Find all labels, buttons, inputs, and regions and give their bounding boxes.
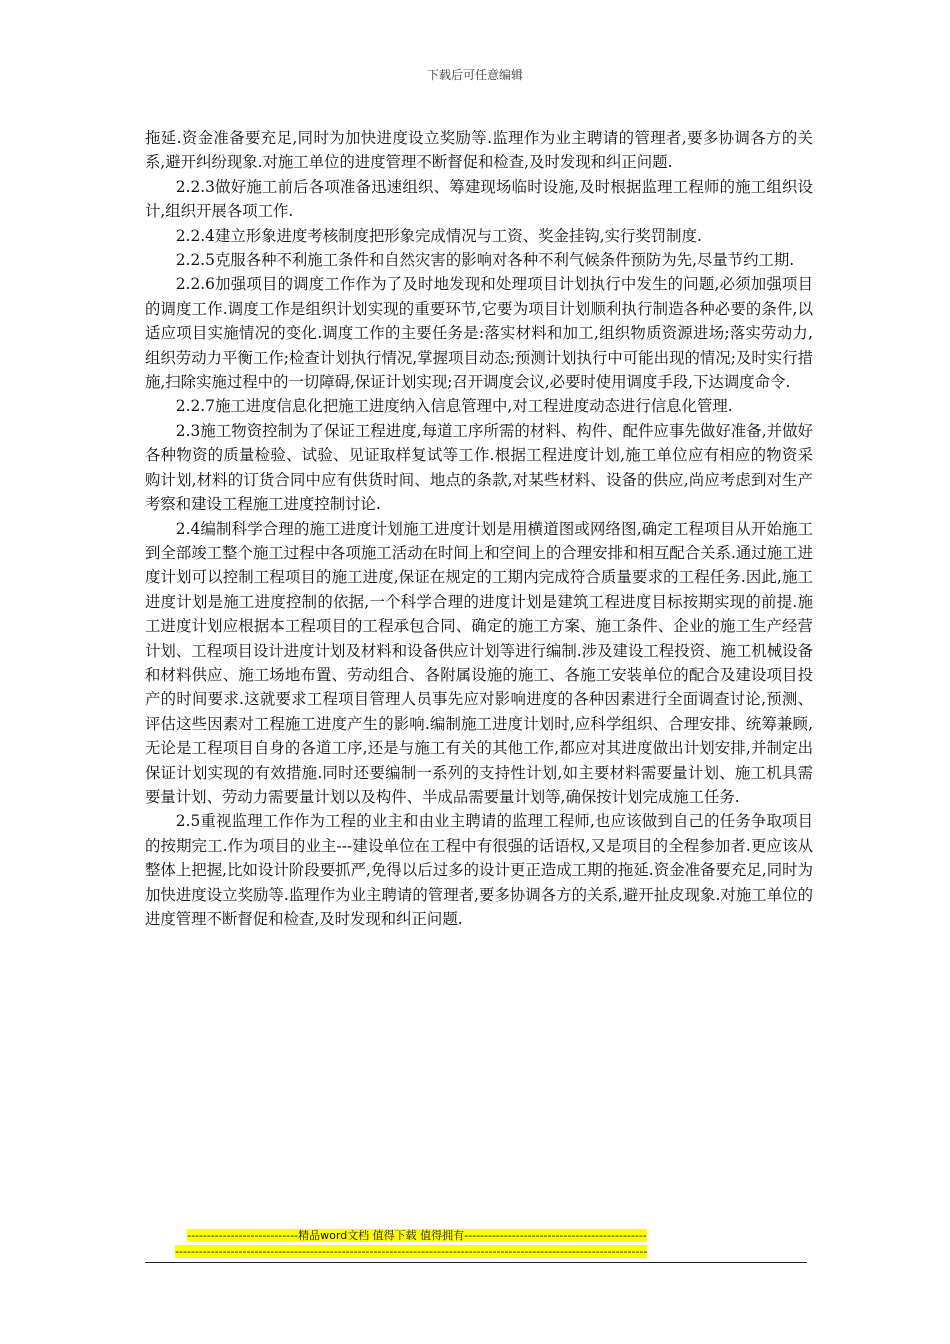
- paragraph-2-2-4: 2.2.4建立形象进度考核制度把形象完成情况与工资、奖金挂钩,实行奖罚制度.: [175, 226, 702, 245]
- footer-banner-text-1: ----------------------------精品word文档 值得下载 值得拥有----------------------------------------------: [187, 1229, 647, 1242]
- paragraph-2-2-6: 2.2.6加强项目的调度工作作为了及时地发现和处理项目计划执行中发生的问题,必须加强项目的调度工作.调度工作是组织计划实现的重要环节,它要为项目计划顺利执行制造各种必要的条件,以适应项目实施情况的变化.调度工作的主要任务是:落实材料和加工,组织物质资源进场;落实劳动力,组织劳动力平衡工作;检查计划执行情况,掌握项目动态;预测计划执行中可能出现的情况;及时实行措施,扫除实施过程中的一切障碍,保证计划实现;召开调度会议,必要时使用调度手段,下达调度命令.: [145, 275, 813, 392]
- footer-banner-line-1: [145, 1228, 807, 1244]
- page-footer: [145, 1228, 807, 1263]
- paragraph-2-2-7: 2.2.7施工进度信息化把施工进度纳入信息管理中,对工程进度动态进行信息化管理.: [175, 397, 733, 416]
- footer-banner-text-2: -----------------------------------------------------------------------------------------------------------------------: [175, 1245, 648, 1258]
- paragraph-1: 拖延.资金准备要充足,同时为加快进度设立奖励等.监理作为业主聘请的管理者,要多协调各方的关系,避开纠纷现象.对施工单位的进度管理不断督促和检查,及时发现和纠正问题.: [145, 129, 813, 172]
- page-header: 下载后可任意编辑: [426, 68, 523, 82]
- paragraph-2-5: 2.5重视监理工作作为工程的业主和由业主聘请的监理工程师,也应该做到自己的任务争取项目的按期完工.作为项目的业主---建设单位在工程中有很强的话语权,又是项目的全程参加者.更应该从整体上把握,比如设计阶段要抓严,免得以后过多的设计更正造成工期的拖延.资金准备要充足,同时为加快进度设立奖励等.监理作为业主聘请的管理者,要多协调各方的关系,避开扯皮现象.对施工单位的进度管理不断督促和检查,及时发现和纠正问题.: [145, 812, 813, 928]
- paragraph-2-4: 2.4编制科学合理的施工进度计划施工进度计划是用横道图或网络图,确定工程项目从开始施工到全部竣工整个施工过程中各项施工活动在时间上和空间上的合理安排和相互配合关系.通过施工进度计划可以控制工程项目的施工进度,保证在规定的工期内完成符合质量要求的工程任务.因此,施工进度计划是施工进度控制的依据,一个科学合理的进度计划是建筑工程进度目标按期实现的前提.施工进度计划应根据本工程项目的工程承包合同、确定的施工方案、施工条件、企业的施工生产经营计划、工程项目设计进度计划及材料和设备供应计划等进行编制.涉及建设工程投资、施工机械设备和材料供应、施工场地布置、劳动组合、各附属设施的施工、各施工安装单位的配合及建设项目投产的时间要求.这就要求工程项目管理人员事先应对影响进度的各种因素进行全面调查讨论,预测、评估这些因素对工程施工进度产生的影响.编制施工进度计划时,应科学组织、合理安排、统筹兼顾,无论是工程项目自身的各道工序,还是与施工有关的其他工作,都应对其进度做出计划安排,并制定出保证计划实现的有效措施.同时还要编制一系列的支持性计划,如主要材料需要量计划、施工机具需要量计划、劳动力需要量计划以及构件、半成品需要量计划等,确保按计划完成施工任务.: [145, 519, 813, 806]
- paragraph-2-2-3: 2.2.3做好施工前后各项准备迅速组织、筹建现场临时设施,及时根据监理工程师的施工组织设计,组织开展各项工作.: [145, 177, 813, 221]
- paragraph-2-2-5: 2.2.5克服各种不利施工条件和自然灾害的影响对各种不利气候条件预防为先,尽量节约工期.: [175, 251, 795, 270]
- document-body: [145, 126, 813, 931]
- footer-rule: [145, 1262, 807, 1263]
- paragraph-2-3: 2.3施工物资控制为了保证工程进度,每道工序所需的材料、构件、配件应事先做好准备,并做好各种物资的质量检验、试验、见证取样复试等工作.根据工程进度计划,施工单位应有相应的物资采购计划,材料的订货合同中应有供货时间、地点的条款,对某些材料、设备的供应,尚应考虑到对生产考察和建设工程施工进度控制讨论.: [145, 421, 813, 514]
- footer-banner-line-2: [145, 1244, 807, 1260]
